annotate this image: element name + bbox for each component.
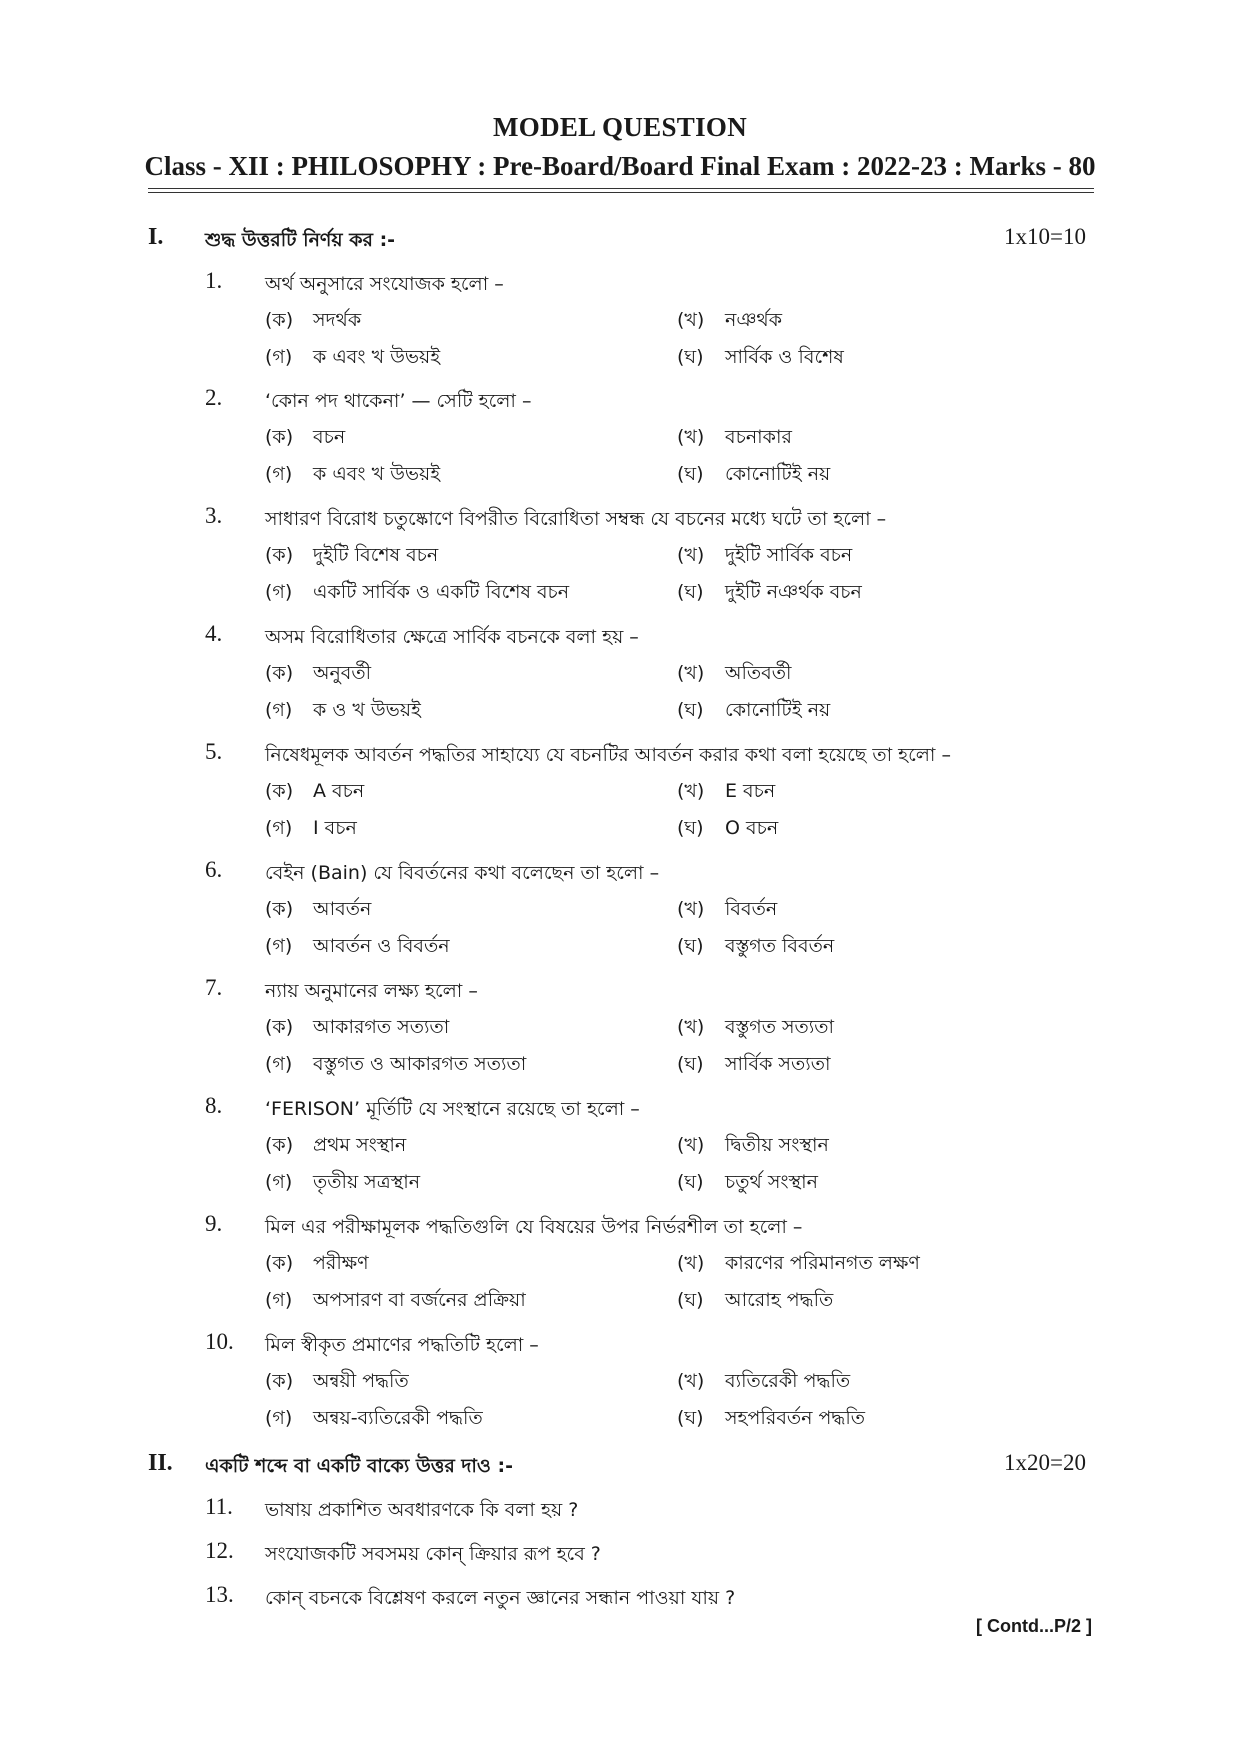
header-rule-top (148, 188, 1094, 189)
section-marks: 1x20=20 (1004, 1450, 1086, 1475)
option-kha: (খ) নঞর্থক (677, 309, 782, 331)
option-row (265, 1365, 1085, 1395)
option-ka: (ক) পরীক্ষণ (265, 1252, 369, 1274)
section-header (148, 224, 1094, 256)
exam-subtitle: Class - XII : PHILOSOPHY : Pre-Board/Board Final Exam : 2022-23 : Marks - 80 (144, 151, 1096, 181)
question (205, 1093, 1085, 1123)
question-number: 8. (205, 1093, 223, 1118)
option-row (265, 657, 1085, 687)
option-row (265, 304, 1085, 334)
question-number: 13. (205, 1582, 234, 1607)
option-ka: (ক) A বচন (265, 780, 365, 802)
question-number: 3. (205, 503, 223, 528)
question (205, 1494, 1085, 1524)
option-row (265, 1166, 1085, 1196)
question-number: 6. (205, 857, 223, 882)
option-gha: (ঘ) চতুর্থ সংস্থান (677, 1171, 819, 1193)
option-kha: (খ) অতিবর্তী (677, 662, 792, 684)
option-row (265, 458, 1085, 488)
option-ga: (গ) ক ও খ উভয়ই (265, 699, 421, 721)
section-number: II. (148, 1450, 173, 1476)
section-instruction: শুদ্ধ উত্তরটি নির্ণয় কর :- (205, 229, 396, 251)
question-number: 4. (205, 621, 223, 646)
option-kha: (খ) দ্বিতীয় সংস্থান (677, 1134, 829, 1156)
question-number: 9. (205, 1211, 223, 1236)
option-ka: (ক) আবর্তন (265, 898, 372, 920)
section-marks: 1x10=10 (1004, 224, 1086, 249)
option-ga: (গ) একটি সার্বিক ও একটি বিশেষ বচন (265, 581, 570, 603)
option-row (265, 539, 1085, 569)
question (205, 857, 1085, 887)
option-row (265, 694, 1085, 724)
question (205, 975, 1085, 1005)
question-number: 10. (205, 1329, 234, 1354)
question-text: ন্যায় অনুমানের লক্ষ্য হলো – (265, 980, 478, 1002)
option-kha: (খ) বস্তুগত সত্যতা (677, 1016, 835, 1038)
question-text: ভাষায় প্রকাশিত অবধারণকে কি বলা হয় ? (265, 1499, 579, 1521)
question-text: বেইন (Bain) যে বিবর্তনের কথা বলেছেন তা হলো – (265, 862, 660, 884)
option-ka: (ক) প্রথম সংস্থান (265, 1134, 407, 1156)
option-row (265, 893, 1085, 923)
question (205, 503, 1085, 533)
question-text: ‘FERISON’ মূর্তিটি যে সংস্থানে রয়েছে তা হলো – (265, 1098, 640, 1120)
option-gha: (ঘ) কোনোটিই নয় (677, 463, 831, 485)
question (205, 1582, 1085, 1612)
option-ga: (গ) বস্তুগত ও আকারগত সত্যতা (265, 1053, 527, 1075)
option-gha: (ঘ) O বচন (677, 817, 779, 839)
option-row (265, 1402, 1085, 1432)
question (205, 385, 1085, 415)
question-number: 12. (205, 1538, 234, 1563)
option-kha: (খ) ব্যতিরেকী পদ্ধতি (677, 1370, 851, 1392)
option-ka: (ক) দুইটি বিশেষ বচন (265, 544, 439, 566)
option-row (265, 1011, 1085, 1041)
section-number: I. (148, 224, 164, 250)
question-number: 2. (205, 385, 223, 410)
header-rule-bottom (148, 192, 1094, 193)
question-text: মিল এর পরীক্ষামূলক পদ্ধতিগুলি যে বিষয়ের উপর নির্ভরশীল তা হলো – (265, 1216, 803, 1238)
option-ka: (ক) অনুবর্তী (265, 662, 372, 684)
question-text: ‘কোন পদ থাকেনা’ — সেটি হলো – (265, 390, 532, 412)
question-text: মিল স্বীকৃত প্রমাণের পদ্ধতিটি হলো – (265, 1334, 539, 1356)
option-gha: (ঘ) সহপরিবর্তন পদ্ধতি (677, 1407, 866, 1429)
option-ka: (ক) সদর্থক (265, 309, 362, 331)
option-ga: (গ) অপসারণ বা বর্জনের প্রক্রিয়া (265, 1289, 526, 1311)
question-text: নিষেধমূলক আবর্তন পদ্ধতির সাহায্যে যে বচনটির আবর্তন করার কথা বলা হয়েছে তা হলো – (265, 744, 951, 766)
option-row (265, 812, 1085, 842)
option-ga: (গ) তৃতীয় সত্রস্থান (265, 1171, 421, 1193)
option-gha: (ঘ) সার্বিক সত্যতা (677, 1053, 831, 1075)
option-gha: (ঘ) সার্বিক ও বিশেষ (677, 346, 844, 368)
option-ga: (গ) ক এবং খ উভয়ই (265, 346, 441, 368)
option-kha: (খ) বিবর্তন (677, 898, 778, 920)
option-row (265, 576, 1085, 606)
question-text: অসম বিরোধিতার ক্ষেত্রে সার্বিক বচনকে বলা হয় – (265, 626, 639, 648)
option-kha: (খ) E বচন (677, 780, 776, 802)
option-kha: (খ) কারণের পরিমানগত লক্ষণ (677, 1252, 920, 1274)
question-number: 1. (205, 268, 223, 293)
option-gha: (ঘ) বস্তুগত বিবর্তন (677, 935, 835, 957)
question (205, 621, 1085, 651)
question (205, 1329, 1085, 1359)
option-row (265, 930, 1085, 960)
option-gha: (ঘ) কোনোটিই নয় (677, 699, 831, 721)
option-ga: (গ) I বচন (265, 817, 357, 839)
option-row (265, 341, 1085, 371)
question (205, 268, 1085, 298)
section-header (148, 1450, 1094, 1482)
option-row (265, 775, 1085, 805)
option-ga: (গ) আবর্তন ও বিবর্তন (265, 935, 450, 957)
question-text: অর্থ অনুসারে সংযোজক হলো – (265, 273, 504, 295)
option-gha: (ঘ) দুইটি নঞর্থক বচন (677, 581, 862, 603)
question (205, 1538, 1085, 1568)
option-row (265, 421, 1085, 451)
option-kha: (খ) বচনাকার (677, 426, 792, 448)
option-row (265, 1284, 1085, 1314)
option-row (265, 1129, 1085, 1159)
question-number: 11. (205, 1494, 233, 1519)
option-row (265, 1247, 1085, 1277)
option-gha: (ঘ) আরোহ পদ্ধতি (677, 1289, 834, 1311)
question-number: 5. (205, 739, 223, 764)
option-ka: (ক) আকারগত সত্যতা (265, 1016, 450, 1038)
option-kha: (খ) দুইটি সার্বিক বচন (677, 544, 853, 566)
question (205, 739, 1085, 769)
question (205, 1211, 1085, 1241)
question-text: সংযোজকটি সবসময় কোন্ ক্রিয়ার রূপ হবে ? (265, 1543, 601, 1565)
question-number: 7. (205, 975, 223, 1000)
section-instruction: একটি শব্দে বা একটি বাক্যে উত্তর দাও :- (205, 1455, 513, 1477)
option-ka: (ক) অন্বয়ী পদ্ধতি (265, 1370, 409, 1392)
page-title: MODEL QUESTION (492, 112, 747, 142)
option-ka: (ক) বচন (265, 426, 346, 448)
continued-note: [ Contd...P/2 ] (976, 1616, 1092, 1636)
question-text: কোন্ বচনকে বিশ্লেষণ করলে নতুন জ্ঞানের সন্ধান পাওয়া যায় ? (265, 1587, 736, 1609)
option-ga: (গ) অন্বয়-ব্যতিরেকী পদ্ধতি (265, 1407, 483, 1429)
question-text: সাধারণ বিরোধ চতুষ্কোণে বিপরীত বিরোধিতা সম্বন্ধ যে বচনের মধ্যে ঘটে তা হলো – (265, 508, 887, 530)
option-row (265, 1048, 1085, 1078)
option-ga: (গ) ক এবং খ উভয়ই (265, 463, 441, 485)
